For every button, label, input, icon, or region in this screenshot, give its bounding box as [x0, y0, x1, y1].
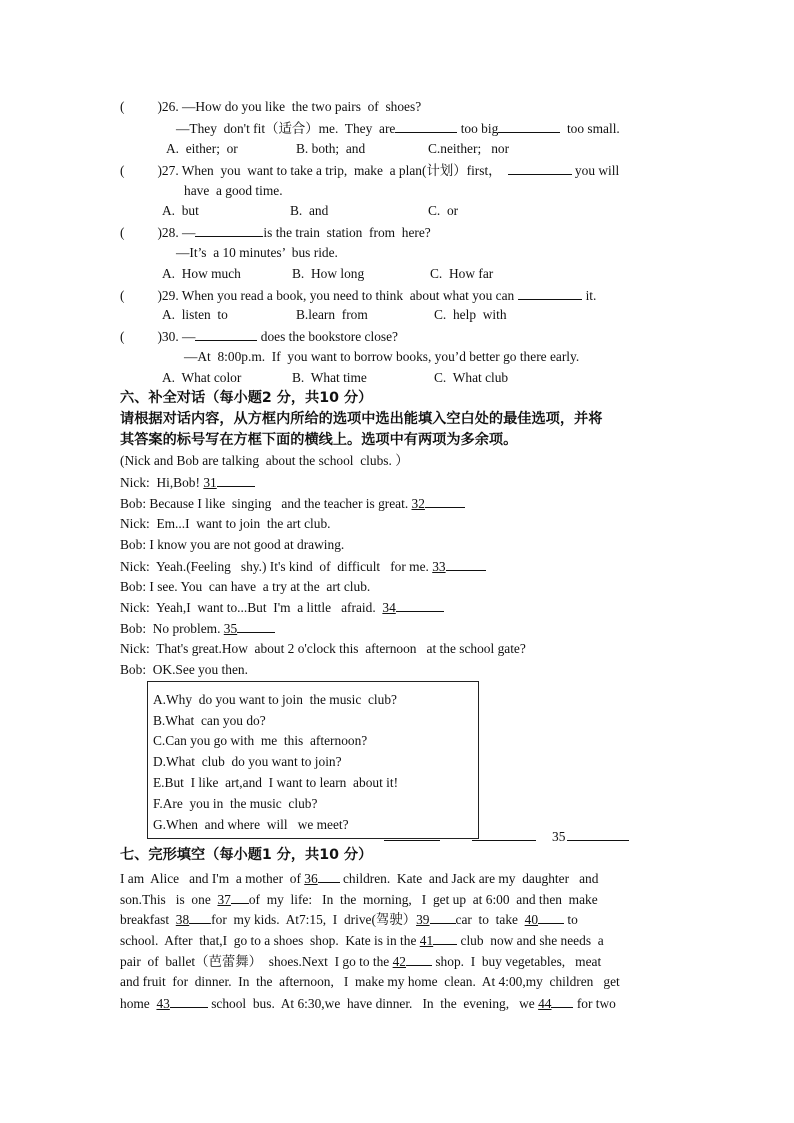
q30-line2: —At 8:00p.m. If you want to borrow books, you’d better go there early. — [184, 349, 580, 364]
cloze-line: and fruit for dinner. In the afternoon, I make my home clean. At 4:00,my children get — [120, 974, 620, 989]
cloze-line: pair of ballet（芭蕾舞） shoes.Next I go to the 42 shop. I buy vegetables, meat — [120, 954, 602, 969]
q28-option-b: B. How long — [292, 266, 365, 281]
q27-option-a: A. but — [162, 203, 199, 218]
q30-line: ( )30. — does the bookstore close? — [120, 329, 398, 344]
q30-option-a: A. What color — [162, 370, 242, 385]
dialogue-line: Nick: That's great.How about 2 o'clock this afternoon at the school gate? — [120, 641, 526, 656]
q26-line2: —They don't fit（适合）me. They are too big too small. — [176, 121, 620, 136]
q27-option-c: C. or — [428, 203, 459, 218]
option-item: B.What can you do? — [153, 713, 266, 728]
cloze-line: I am Alice and I'm a mother of 36 children. Kate and Jack are my daughter and — [120, 871, 599, 886]
cloze-line: school. After that,I go to a shoes shop. Kate is in the 41 club now and she needs a — [120, 933, 604, 948]
q28-line2: —It’s a 10 minutes’ bus ride. — [176, 245, 338, 260]
section6-instruction-1: 请根据对话内容，从方框内所给的选项中选出能填入空白处的最佳选项，并将 — [120, 411, 603, 427]
dialogue-line: Nick: Yeah,I want to...But I'm a little afraid. 34 — [120, 598, 444, 617]
q28-line: ( )28. — is the train station from here? — [120, 225, 431, 240]
dialogue-line: Bob: I know you are not good at drawing. — [120, 537, 345, 552]
option-item: E.But I like art,and I want to learn about it! — [153, 775, 399, 790]
answer-35: 35 — [552, 827, 629, 846]
section6-title: 六、补全对话（每小题2 分，共10 分） — [120, 390, 373, 406]
dialogue-intro: (Nick and Bob are talking about the school clubs. ） — [120, 453, 409, 468]
dialogue-line: Bob: No problem. 35 — [120, 619, 275, 638]
dialogue-line: Bob: Because I like singing and the teacher is great. 32 — [120, 494, 465, 513]
section6-instruction-2: 其答案的标号写在方框下面的横线上。选项中有两项为多余项。 — [120, 432, 518, 448]
q28-option-c: C. How far — [430, 266, 494, 281]
q27-line2: have a good time. — [184, 183, 283, 198]
q27-option-b: B. and — [290, 203, 329, 218]
dialogue-line: Bob: I see. You can have a try at the art club. — [120, 579, 371, 594]
q26-option-b: B. both; and — [296, 141, 366, 156]
option-item: C.Can you go with me this afternoon? — [153, 733, 368, 748]
answer-line-34[interactable] — [472, 840, 536, 841]
q29-option-b: B.learn from — [296, 307, 368, 322]
q26-option-a: A. either; or — [166, 141, 238, 156]
q29-option-a: A. listen to — [162, 307, 228, 322]
cloze-line: home 43 school bus. At 6:30,we have dinner. In the evening, we 44 for two — [120, 996, 616, 1011]
cloze-line: son.This is one 37 of my life: In the morning, I get up at 6:00 and then make — [120, 892, 598, 907]
answer-line-33[interactable] — [384, 840, 440, 841]
option-item: D.What club do you want to join? — [153, 754, 342, 769]
dialogue-line: Nick: Hi,Bob! 31 — [120, 473, 255, 492]
q28-option-a: A. How much — [162, 266, 241, 281]
option-item: F.Are you in the music club? — [153, 796, 318, 811]
q30-option-b: B. What time — [292, 370, 367, 385]
dialogue-line: Bob: OK.See you then. — [120, 662, 248, 677]
option-item: G.When and where will we meet? — [153, 817, 349, 832]
dialogue-line: Nick: Yeah.(Feeling shy.) It's kind of difficult for me. 33 — [120, 557, 486, 576]
q26-line: ( )26. —How do you like the two pairs of shoes? — [120, 99, 422, 114]
q27-line: ( )27. When you want to take a trip, make a plan(计划）first， you will — [120, 163, 620, 178]
q26-option-c: C.neither; nor — [428, 141, 510, 156]
q30-option-c: C. What club — [434, 370, 509, 385]
q29-option-c: C. help with — [434, 307, 507, 322]
dialogue-line: Nick: Em...I want to join the art club. — [120, 516, 331, 531]
option-item: A.Why do you want to join the music club? — [153, 692, 397, 707]
cloze-line: breakfast 38 for my kids. At7:15, I drive(驾驶）39 car to take 40 to — [120, 912, 578, 927]
section7-title: 七、完形填空（每小题1 分，共10 分） — [120, 847, 373, 863]
q29-line: ( )29. When you read a book, you need to think about what you can it. — [120, 288, 597, 303]
